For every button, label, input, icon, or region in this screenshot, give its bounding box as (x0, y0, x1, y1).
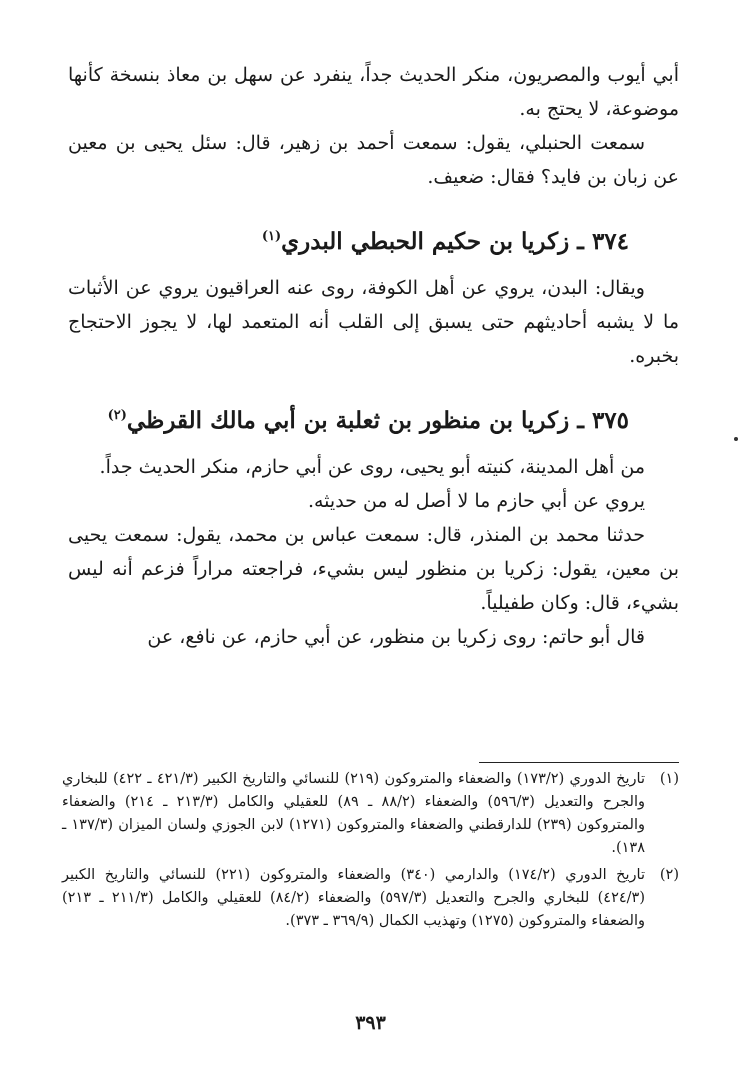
paragraph-continuation: أبي أيوب والمصريون، منكر الحديث جداً، ينفرد عن سهل بن معاذ بنسخة كأنها موضوعة، لا يحتج به. (68, 64, 679, 120)
entry-375-title (68, 399, 679, 438)
footnote-divider (479, 762, 679, 763)
margin-dot (734, 437, 738, 441)
footnote-ref-2[interactable]: (٢) (107, 408, 127, 423)
footnote-2 (62, 864, 679, 933)
entry-374-title (68, 220, 679, 259)
entry-375-paragraph-2: يروي عن أبي حازم ما لا أصل له من حديثه. (307, 490, 645, 512)
footnote-ref-1[interactable]: (١) (261, 229, 282, 244)
entry-375-paragraph-1: من أهل المدينة، كنيته أبو يحيى، روى عن أبي حازم، منكر الحديث جداً. (99, 456, 645, 478)
page-number: ٣٩٣ (355, 1012, 386, 1034)
entry-374-paragraph: ويقال: البدن، يروي عن أهل الكوفة، روى عنه العراقيون يروي عن الأثبات ما لا يشبه أحاديثهم حتى يسبق إلى القلب أنه المتعمد لها، لا يجوز الاحتجاج بخبره. (68, 277, 679, 367)
footnote-text: تاريخ الدوري (١٧٤/٢) والدارمي (٣٤٠) والضعفاء والمتروكون (٢٢١) للنسائي والتاريخ الكبير (٤٢٤/٣) للبخاري والجرح والتعديل (٥٩٧/٣) والضعفاء (٨٤/٢) للعقيلي والكامل (٢١١/٣ ـ ٢١٣) والضعفاء والمتروكون (١٢٧٥) وتهذيب الكمال (٣٦٩/٩ ـ ٣٧٣). (62, 867, 646, 929)
entry-374-title-text: ٣٧٤ ـ زكريا بن حكيم الحبطي البدري (281, 228, 629, 255)
paragraph-hanbali: سمعت الحنبلي، يقول: سمعت أحمد بن زهير، قال: سئل يحيى بن معين عن زبان بن فايد؟ فقال: ضعيف. (68, 132, 679, 188)
footnote-number: (١) (659, 771, 679, 787)
footnotes (62, 768, 679, 937)
entry-375-title-text: ٣٧٥ ـ زكريا بن منظور بن ثعلبة بن أبي مالك القرظي (126, 407, 629, 434)
footnote-1 (62, 768, 679, 860)
footnote-number: (٢) (659, 867, 679, 883)
footnote-text: تاريخ الدوري (١٧٣/٢) والضعفاء والمتروكون (٢١٩) للنسائي والتاريخ الكبير (٤٢١/٣ ـ ٤٢٢) للبخاري والجرح والتعديل (٥٩٦/٣) والضعفاء (٨٨/٢ ـ ٨٩) للعقيلي والكامل (٢١٣/٣ ـ ٢١٤) والضعفاء والمتروكون (٢٣٩) للدارقطني والضعفاء والمتروكون (١٢٧١) لابن الجوزي ولسان الميزان (١٣٧/٣ ـ ١٣٨). (62, 771, 646, 856)
entry-375-paragraph-3: حدثنا محمد بن المنذر، قال: سمعت عباس بن محمد، يقول: سمعت يحيى بن معين، يقول: زكريا بن منظور ليس بشيء، فراجعته مراراً فزعم أنه ليس بشيء، قال: وكان طفيلياً. (68, 524, 679, 614)
entry-375-paragraph-4: قال أبو حاتم: روى زكريا بن منظور، عن أبي حازم، عن نافع، عن (147, 626, 645, 648)
